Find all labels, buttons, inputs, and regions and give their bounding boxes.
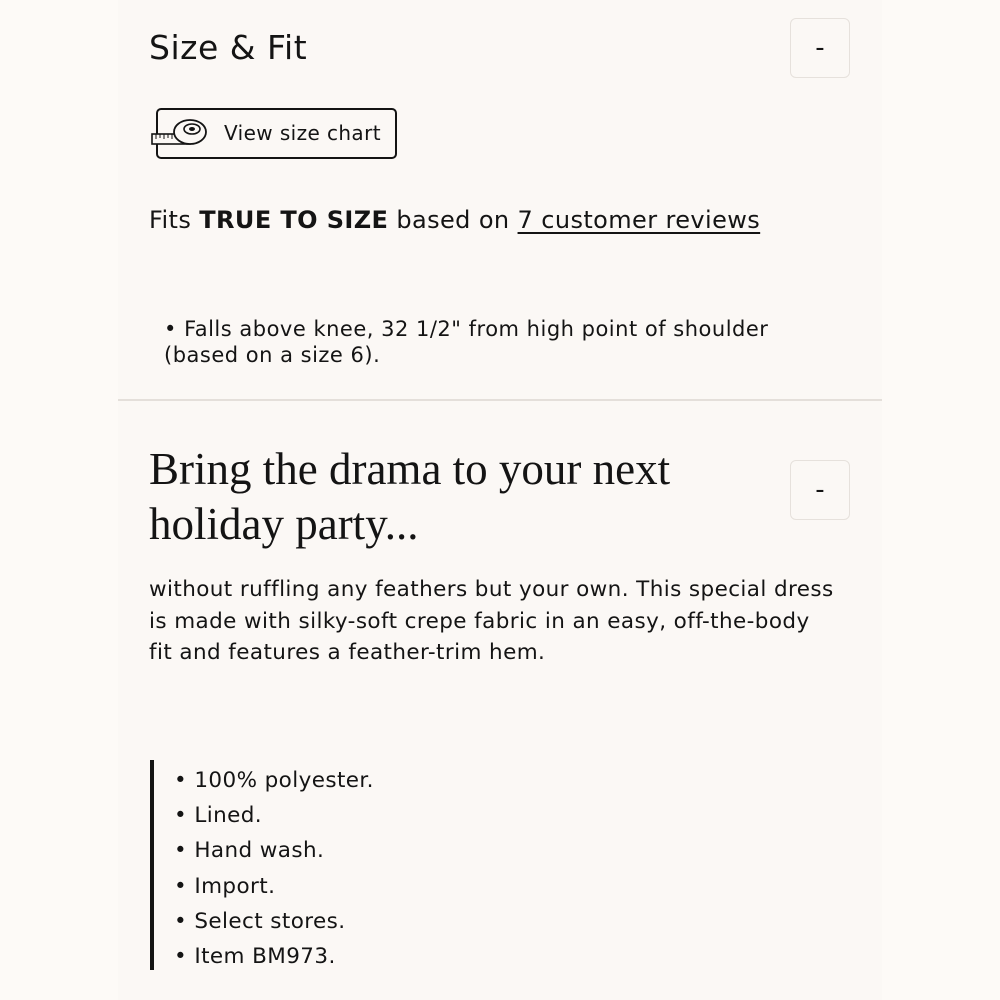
fit-middle: based on (388, 206, 518, 234)
size-fit-title: Size & Fit (149, 28, 308, 67)
detail-item: • Import. (174, 869, 374, 904)
fit-notes-list (164, 316, 844, 368)
description-body: without ruffling any feathers but your own. This special dress is made with silky-soft crepe fabric in an easy, off-the-body fit and features a feather-trim hem. (149, 577, 834, 665)
description-heading: Bring the drama to your next holiday party... (149, 444, 671, 549)
detail-item: • Item BM973. (174, 939, 374, 974)
section-divider (118, 399, 882, 401)
view-size-chart-label: View size chart (224, 121, 381, 145)
measuring-tape-icon (150, 114, 210, 154)
detail-item: • Select stores. (174, 904, 374, 939)
details-accent-bar (150, 760, 154, 970)
fit-note-item: • Falls above knee, 32 1/2" from high point of shoulder (based on a size 6). (164, 316, 844, 368)
detail-item: • Lined. (174, 798, 374, 833)
fit-prefix: Fits (149, 206, 200, 234)
fit-summary (149, 206, 760, 234)
product-details-list (174, 763, 374, 974)
detail-item: • 100% polyester. (174, 763, 374, 798)
size-fit-collapse-button[interactable]: - (790, 18, 850, 78)
fit-value: TRUE TO SIZE (199, 206, 389, 234)
customer-reviews-link[interactable]: 7 customer reviews (517, 206, 761, 234)
description-collapse-button[interactable]: - (790, 460, 850, 520)
detail-item: • Hand wash. (174, 833, 374, 868)
view-size-chart-button[interactable] (156, 108, 397, 159)
